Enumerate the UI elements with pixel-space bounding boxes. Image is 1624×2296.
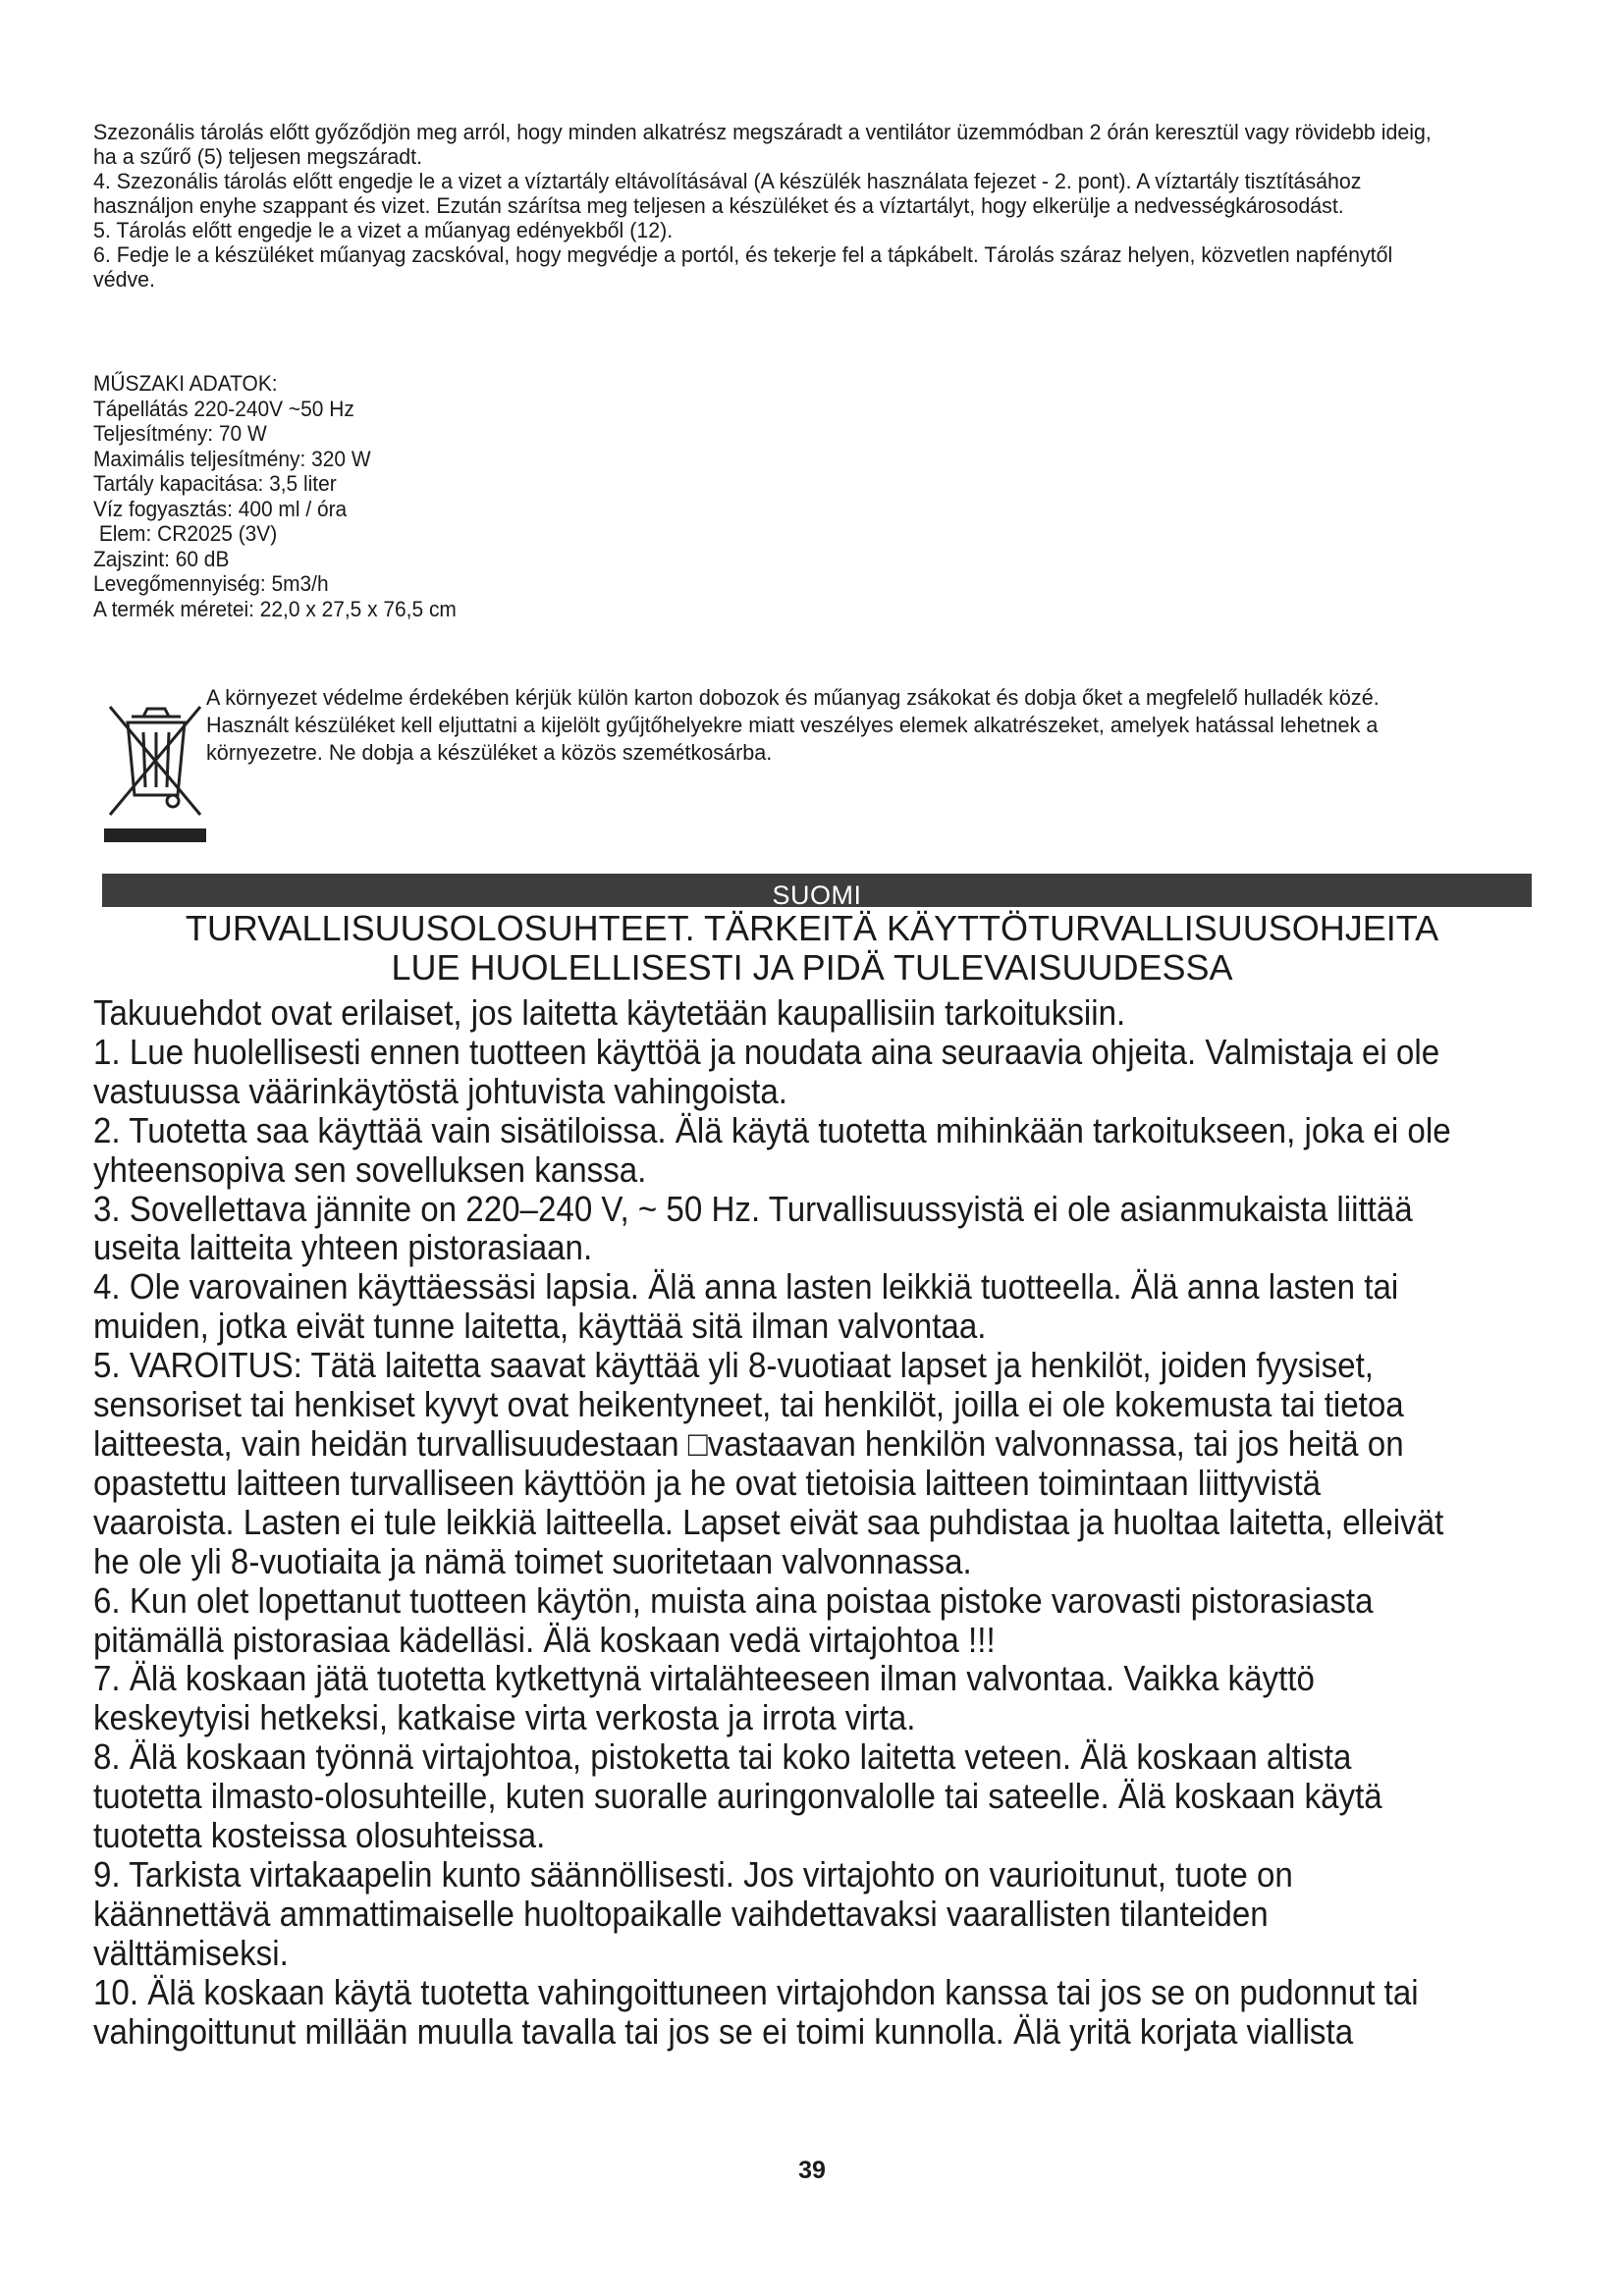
paragraph: 9. Tarkista virtakaapelin kunto säännöllisesti. Jos virtajohto on vaurioitunut, tuote on käännettävä ammattimaiselle huoltopaikalle vaihdettavaksi vaarallisten tilanteiden välttämiseksi. [93, 1853, 1293, 1973]
spec-line: Tartály kapacitása: 3,5 liter [93, 471, 337, 496]
spec-line: Víz fogyasztás: 400 ml / óra [93, 496, 348, 521]
paragraph: 4. Ole varovainen käyttäessäsi lapsia. Älä anna lasten leikkiä tuotteella. Älä anna lasten tai muiden, jotka eivät tunne laitetta, käyttää sitä ilman valvontaa. [93, 1266, 1399, 1347]
crossed-out-wheelie-bin-icon [104, 699, 206, 842]
environmental-notice [206, 684, 1497, 767]
paragraph: Takuuehdot ovat erilaiset, jos laitetta käytetään kaupallisiin tarkoituksiin. [93, 992, 1126, 1033]
paragraph: 8. Älä koskaan työnnä virtajohtoa, pistoketta tai koko laitetta veteen. Älä koskaan altista tuotetta ilmasto-olosuhteille, kuten suoralle auringonvalolle tai sateelle. Älä koskaan käytä tuotetta kosteissa olosuhteissa. [93, 1736, 1382, 1856]
specs-title: MŰSZAKI ADATOK: [93, 371, 278, 396]
paragraph: 10. Älä koskaan käytä tuotetta vahingoittuneen virtajohdon kanssa tai jos se on pudonnut tai vahingoittunut millään muulla tavalla tai jos se ei toimi kunnolla. Älä yritä korjata viallista [93, 1971, 1419, 2052]
spec-line: Levegőmennyiség: 5m3/h [93, 571, 329, 596]
page-number: 39 [798, 2157, 826, 2184]
title-line: LUE HUOLELLISESTI JA PIDÄ TULEVAISUUDESSA [391, 947, 1233, 988]
spec-line: Tápellátás 220-240V ~50 Hz [93, 396, 354, 421]
hungarian-storage-instructions [93, 120, 1455, 292]
paragraph: 7. Älä koskaan jätä tuotetta kytkettynä virtalähteeseen ilman valvontaa. Vaikka käyttö keskeytyisi hetkeksi, katkaise virta verkosta ja irrota virta. [93, 1658, 1315, 1738]
spec-line: A termék méretei: 22,0 x 27,5 x 76,5 cm [93, 596, 457, 621]
paragraph: Szezonális tárolás előtt győződjön meg arról, hogy minden alkatrész megszáradt a ventilátor üzemmódban 2 órán keresztül vagy rövidebb ideig, ha a szűrő (5) teljesen megszáradt. [93, 120, 1432, 169]
paragraph: 6. Fedje le a készüléket műanyag zacskóval, hogy megvédje a portól, és tekerje fel a tápkábelt. Tárolás száraz helyen, közvetlen napfénytől védve. [93, 242, 1393, 292]
spec-line: Elem: CR2025 (3V) [93, 521, 278, 546]
paragraph: 1. Lue huolellisesti ennen tuotteen käyttöä ja noudata aina seuraavia ohjeita. Valmistaja ei ole vastuussa väärinkäytöstä johtuvista vahingoista. [93, 1031, 1440, 1111]
paragraph: 5. VAROITUS: Tätä laitetta saavat käyttää yli 8-vuotiaat lapset ja henkilöt, joiden fyysiset, sensoriset tai henkiset kyvyt ovat heikentyneet, tai henkilöt, joilla ei ole kokemusta tai tietoa laitteesta, vain heidän turvallisuudestaan □vastaavan henkilön valvonnassa, tai jos heitä on opastettu laitteen turvalliseen käyttöön ja he ovat tietoisia laitteen toimintaan liittyvistä vaaroista. Lasten ei tule leikkiä laitteella. Lapset eivät saa puhdistaa ja huoltaa laitetta, elleivät he ole yli 8-vuotiaita ja nämä toimet suoritetaan valvonnassa. [93, 1345, 1444, 1581]
paragraph: 4. Szezonális tárolás előtt engedje le a vizet a víztartály eltávolításával (A készülék használata fejezet - 2. pont). A víztartály tisztításához használjon enyhe szappant és vizet. Ezután szárítsa meg teljesen a készüléket és a víztartályt, hogy elkerülje a nedvességkárosodást. [93, 169, 1362, 218]
paragraph: 2. Tuotetta saa käyttää vain sisätiloissa. Älä käytä tuotetta mihinkään tarkoitukseen, joka ei ole yhteensopiva sen sovelluksen kanssa. [93, 1109, 1451, 1190]
safety-title [93, 909, 1531, 988]
language-section-bar [102, 874, 1532, 910]
paragraph: 6. Kun olet lopettanut tuotteen käytön, muista aina poistaa pistoke varovasti pistorasiasta pitämällä pistorasiaa kädelläsi. Älä koskaan vedä virtajohtoa !!! [93, 1579, 1374, 1660]
technical-specifications [93, 371, 641, 621]
spec-line: Maximális teljesítmény: 320 W [93, 446, 371, 471]
spec-line: Zajszint: 60 dB [93, 546, 230, 571]
spec-line: Teljesítmény: 70 W [93, 421, 267, 446]
paragraph: Használt készüléket kell eljuttatni a kijelölt gyűjtőhelyekre miatt veszélyes elemek alkatrészeket, amelyek hatással lehetnek a környezetre. Ne dobja a készüléket a közös szemétkosárba. [206, 713, 1379, 765]
finnish-safety-instructions [93, 993, 1466, 2051]
section-label: SUOMI [772, 881, 862, 910]
paragraph: 3. Sovellettava jännite on 220–240 V, ~ 50 Hz. Turvallisuussyistä ei ole asianmukaista liittää useita laitteita yhteen pistorasiaan. [93, 1188, 1413, 1268]
title-line: TURVALLISUUSOLOSUHTEET. TÄRKEITÄ KÄYTTÖTURVALLISUUSOHJEITA [185, 908, 1439, 948]
paragraph: A környezet védelme érdekében kérjük külön karton dobozok és műanyag zsákokat és dobja őket a megfelelő hulladék közé. [206, 685, 1380, 710]
paragraph: 5. Tárolás előtt engedje le a vizet a műanyag edényekből (12). [93, 218, 674, 242]
